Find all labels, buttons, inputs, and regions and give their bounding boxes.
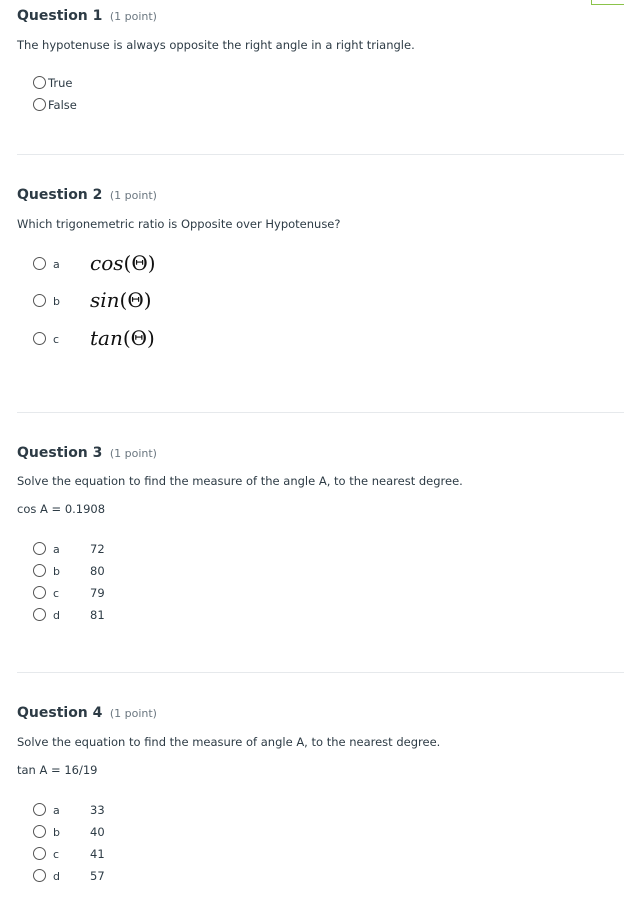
option-formula: tan(Θ) xyxy=(90,326,155,350)
option-letter: c xyxy=(53,848,60,861)
question-2-header xyxy=(17,187,157,203)
radio-button[interactable] xyxy=(33,257,46,270)
radio-button[interactable] xyxy=(33,803,46,816)
radio-button[interactable] xyxy=(33,586,46,599)
question-3-title: Question 3 xyxy=(17,445,103,461)
option-letter: c xyxy=(53,587,60,600)
option-letter: c xyxy=(53,333,60,346)
option-value: 79 xyxy=(90,586,105,600)
option-formula: sin(Θ) xyxy=(90,288,152,312)
question-1-title: Question 1 xyxy=(17,8,103,24)
divider xyxy=(17,154,624,155)
option-letter: a xyxy=(53,543,60,556)
radio-button[interactable] xyxy=(33,564,46,577)
radio-button[interactable] xyxy=(33,76,46,89)
question-1-points: (1 point) xyxy=(109,10,157,23)
option-letter: a xyxy=(53,258,60,271)
option-value: 81 xyxy=(90,608,105,622)
option-letter: b xyxy=(53,565,60,578)
question-4-equation: tan A = 16/19 xyxy=(17,763,98,777)
option-letter: b xyxy=(53,826,60,839)
question-3-equation: cos A = 0.1908 xyxy=(17,502,106,516)
question-4-points: (1 point) xyxy=(109,707,157,720)
option-letter: a xyxy=(53,804,60,817)
option-formula: cos(Θ) xyxy=(90,251,156,275)
option-label: True xyxy=(48,76,73,90)
question-1-text: The hypotenuse is always opposite the right angle in a right triangle. xyxy=(17,38,415,52)
corner-accent xyxy=(591,0,624,5)
radio-button[interactable] xyxy=(33,869,46,882)
radio-button[interactable] xyxy=(33,332,46,345)
question-3-text: Solve the equation to find the measure of the angle A, to the nearest degree. xyxy=(17,474,463,488)
radio-button[interactable] xyxy=(33,847,46,860)
option-label: False xyxy=(48,98,77,112)
option-value: 72 xyxy=(90,542,105,556)
question-1-header xyxy=(17,8,157,24)
divider xyxy=(17,672,624,673)
question-2-title: Question 2 xyxy=(17,187,103,203)
divider xyxy=(17,412,624,413)
option-letter: d xyxy=(53,870,60,883)
option-value: 33 xyxy=(90,803,105,817)
radio-button[interactable] xyxy=(33,825,46,838)
option-letter: b xyxy=(53,295,60,308)
radio-button[interactable] xyxy=(33,542,46,555)
question-2-points: (1 point) xyxy=(109,189,157,202)
option-value: 41 xyxy=(90,847,105,861)
option-letter: d xyxy=(53,609,60,622)
radio-button[interactable] xyxy=(33,98,46,111)
option-value: 40 xyxy=(90,825,105,839)
radio-button[interactable] xyxy=(33,608,46,621)
radio-button[interactable] xyxy=(33,294,46,307)
option-value: 57 xyxy=(90,869,105,883)
question-3-points: (1 point) xyxy=(109,447,157,460)
question-2-text: Which trigonemetric ratio is Opposite over Hypotenuse? xyxy=(17,217,341,231)
question-4-header xyxy=(17,705,157,721)
option-value: 80 xyxy=(90,564,105,578)
question-3-header xyxy=(17,445,157,461)
question-4-text: Solve the equation to find the measure of angle A, to the nearest degree. xyxy=(17,735,441,749)
question-4-title: Question 4 xyxy=(17,705,103,721)
